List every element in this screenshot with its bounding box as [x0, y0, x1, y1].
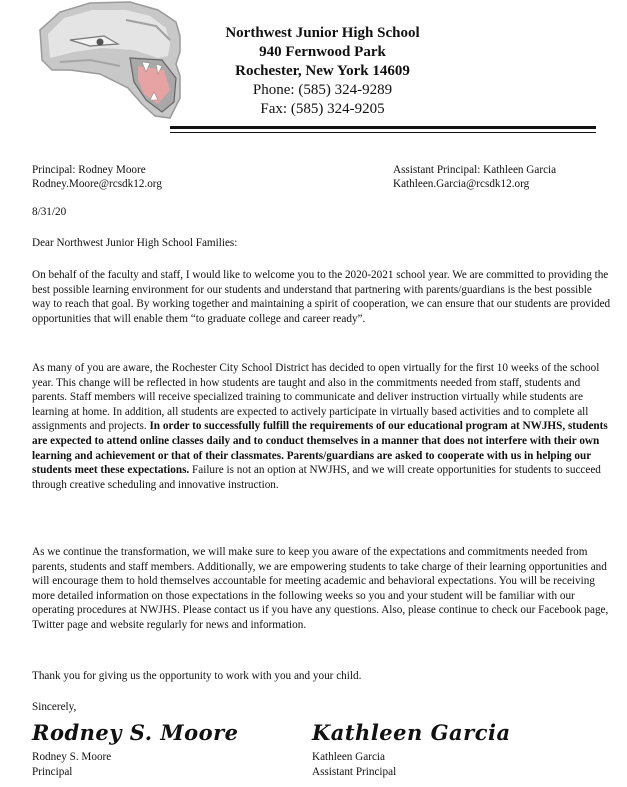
school-phone: Phone: (585) 324-9289	[252, 82, 393, 98]
school-street: 940 Fernwood Park	[259, 44, 386, 60]
school-name: Northwest Junior High School	[225, 25, 420, 41]
letter-greeting: Dear Northwest Junior High School Families:	[32, 237, 238, 249]
assistant-principal-signer-name: Kathleen Garcia	[312, 751, 385, 763]
header-divider-thick	[170, 126, 596, 129]
assistant-principal-signer-role: Assistant Principal	[312, 766, 397, 778]
letter-closing: Sincerely,	[32, 701, 77, 713]
letter-date: 8/31/20	[32, 206, 67, 218]
school-fax: Fax: (585) 324-9205	[260, 101, 385, 117]
assistant-principal-email: Kathleen.Garcia@rcsdk12.org	[393, 178, 530, 190]
assistant-principal-signature: Kathleen Garcia	[312, 720, 511, 745]
principal-signer-name: Rodney S. Moore	[32, 751, 112, 763]
paragraph-thanks: Thank you for giving us the opportunity to work with you and your child.	[32, 670, 362, 682]
principal-email: Rodney.Moore@rcsdk12.org	[32, 178, 162, 190]
paragraph-virtual-intro: As many of you are aware, the Rochester City School District has decided to open virtually for the first 10 weeks of the school year. This change will be reflected in how students are taught and also in the commitments needed from staff, students and parents. Staff members will receive specialized training to communicate and deliver instruction virtually while students are learning at home. In addition, all students are expected to actively participate in virtually based activities and to complete all assignments and projects.	[32, 362, 600, 433]
principal-title: Principal: Rodney Moore	[32, 164, 146, 176]
assistant-principal-title: Assistant Principal: Kathleen Garcia	[393, 164, 557, 176]
school-letterhead	[200, 24, 445, 119]
paragraph-virtual-expectations: In order to successfully fulfill the requirements of our educational program at NWJHS, students are expected to attend online classes daily and to conduct themselves in a manner that does not interfere with their own learning and achievement or that of their classmates. Parents/guardians are asked to cooperate with us in helping our students meet these expectations.	[32, 420, 608, 477]
principal-signer-role: Principal	[32, 766, 73, 778]
assistant-principal-signer-block	[312, 750, 396, 780]
panther-logo-icon	[30, 0, 200, 125]
school-city: Rochester, New York 14609	[235, 63, 410, 79]
principal-signer-block	[32, 750, 111, 780]
assistant-principal-contact	[393, 163, 556, 191]
paragraph-transformation: As we continue the transformation, we will make sure to keep you aware of the expectations and commitments needed from parents, students and staff members. Additionally, we are empowering students to take charge of their learning opportunities and will encourage them to hold themselves accountable for meeting academic and behavioral expectations. You will be receiving more detailed information on those expectations in the following weeks so you and your student will be familiar with our operating procedures at NWJHS. Please contact us if you have any questions. Also, please continue to check our Facebook page, Twitter page and website regularly for news and information.	[32, 546, 609, 631]
principal-signature: Rodney S. Moore	[32, 720, 239, 745]
paragraph-virtual-closing: Failure is not an option at NWJHS, and we will create opportunities for students to succeed through creative scheduling and innovative instruction.	[32, 464, 601, 491]
paragraph-welcome: On behalf of the faculty and staff, I would like to welcome you to the 2020-2021 school year. We are committed to providing the best possible learning environment for our students and understand that partnering with parents/guardians is the best possible way to reach that goal. By working together and maintaining a spirit of cooperation, we can ensure that our students are provided opportunities that will enable them “to graduate college and career ready”.	[32, 269, 611, 325]
paragraph-virtual-learning	[32, 361, 612, 492]
principal-contact	[32, 163, 162, 191]
header-divider-thin	[170, 132, 596, 133]
